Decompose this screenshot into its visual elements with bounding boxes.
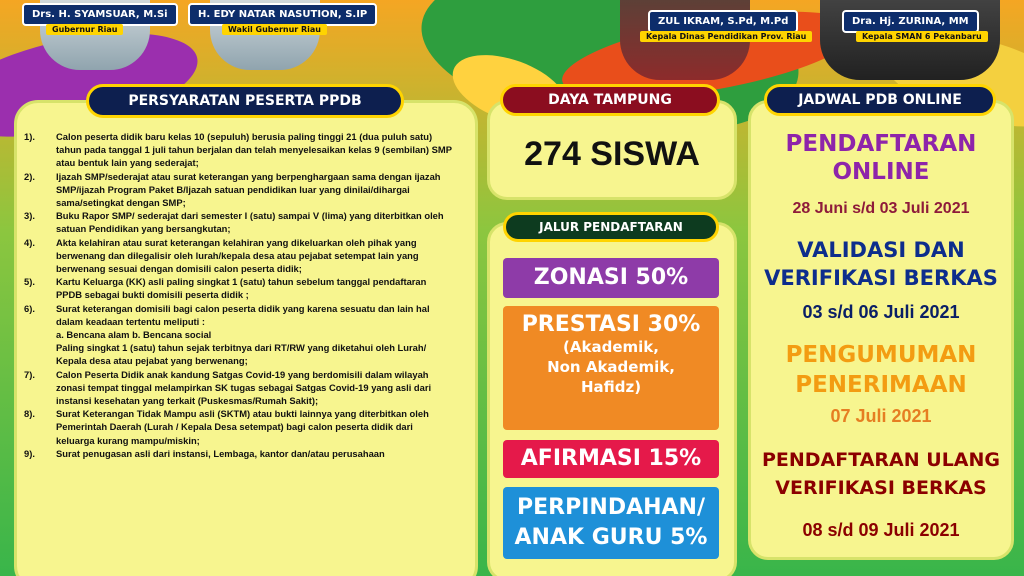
schedule-reregistration-date: 08 s/d 09 Juli 2021 [802, 520, 960, 540]
requirement-text: a. Bencana alam b. Bencana social [56, 329, 212, 341]
route-prestasi [503, 306, 719, 430]
requirement-item [24, 209, 454, 235]
requirement-text: Surat keterangan domisili bagi calon peserta didik yang karena sesuatu dan lain hal dalam keadaan tertentu meliputi : [56, 302, 430, 327]
official-name-2: H. EDY NATAR NASUTION, S.IP [188, 3, 377, 26]
route-afirmasi: AFIRMASI 15% [503, 440, 719, 478]
requirement-item [24, 275, 454, 301]
requirement-number [24, 328, 56, 341]
schedule-registration-date: 28 Juni s/d 03 Juli 2021 [792, 200, 970, 217]
requirement-number: 3). [24, 210, 35, 222]
requirement-text: Calon peserta didik baru kelas 10 (sepuluh) berusia paling tinggi 21 (dua puluh satu) tahun pada tanggal 1 juli tahun berjalan dan telah menyelesaikan kelas 9 (sembilan) SMP atau bentuk lain yang sederajat; [56, 131, 452, 169]
requirement-number: 6). [24, 302, 35, 314]
schedule-validation-title: VALIDASI DAN VERIFIKASI BERKAS [764, 238, 998, 290]
requirement-item [24, 368, 454, 408]
official-name-1: Drs. H. SYAMSUAR, M.Si [22, 3, 178, 26]
requirement-item [24, 447, 454, 460]
official-title-1: Gubernur Riau [46, 24, 123, 35]
official-name-3: ZUL IKRAM, S.Pd, M.Pd [648, 10, 798, 33]
requirement-number: 8). [24, 408, 35, 420]
requirement-text: Akta kelahiran atau surat keterangan kelahiran yang dikeluarkan oleh pihak yang berwenang dan dilegalisir oleh lurah/kepala desa atau pejabat setempat lain yang berwenang sesuai dengan domisili calon peserta didik; [56, 236, 419, 275]
requirement-text: Surat Keterangan Tidak Mampu asli (SKTM) atau bukti lainnya yang diterbitkan oleh Pemerintah Daerah (Lurah / Kepala Desa setempat) bagi calon peserta didik dari keluarga kurang mampu/miskin; [56, 408, 429, 446]
routes-header: JALUR PENDAFTARAN [503, 212, 719, 242]
capacity-header: DAYA TAMPUNG [500, 84, 720, 116]
requirement-number: 1). [24, 131, 35, 142]
requirement-text: Paling singkat 1 (satu) tahun sejak terbitnya dari RT/RW yang diketahui oleh Lurah/ Kepala desa atau pejabat yang berwenang; [56, 342, 427, 367]
requirement-text: Calon Peserta Didik anak kandung Satgas Covid-19 yang berdomisili dalam wilayah zonasi tempat tinggal melampirkan SK tugas sebagai Satgas Covid-19 yang asli dari instansi kesehatan yang terkait (Puskesmas/Rumah Sakit); [56, 368, 432, 407]
requirement-text: Buku Rapor SMP/ sederajat dari semester I (satu) sampai V (lima) yang diterbitkan oleh satuan Pendidikan yang bersangkutan; [56, 210, 444, 235]
requirement-item [24, 302, 454, 328]
schedule-registration-title: PENDAFTARAN ONLINE [785, 131, 977, 185]
schedule-announcement-date: 07 Juli 2021 [830, 406, 932, 426]
requirement-number: 7). [24, 368, 35, 380]
capacity-value: 274 SISWA [524, 135, 700, 173]
requirement-item [24, 328, 454, 341]
schedule-reregistration-title: PENDAFTARAN ULANG VERIFIKASI BERKAS [761, 449, 1001, 499]
requirement-text: Surat penugasan asli dari instansi, Lembaga, kantor dan/atau perusahaan [56, 447, 385, 459]
route-perpindahan: PERPINDAHAN/ ANAK GURU 5% [503, 487, 719, 559]
requirement-item [24, 341, 454, 367]
requirements-header: PERSYARATAN PESERTA PPDB [86, 84, 404, 118]
requirement-item [24, 236, 454, 276]
route-prestasi-sub: (Akademik, Non Akademik, Hafidz) [547, 338, 675, 396]
schedule-validation-date: 03 s/d 06 Juli 2021 [802, 302, 960, 322]
official-title-2: Wakil Gubernur Riau [222, 24, 327, 35]
requirement-number: 2). [24, 170, 35, 182]
requirements-list [24, 130, 454, 460]
requirement-item [24, 170, 454, 210]
requirement-number: 4). [24, 236, 35, 248]
route-zonasi: ZONASI 50% [503, 258, 719, 298]
requirement-item [24, 130, 454, 170]
requirement-text: Ijazah SMP/sederajat atau surat keterangan yang berpenghargaan sama dengan ijazah SMP/ijazah Program Paket B/Ijazah satuan pendidikan luar yang dinilai/dihargai sama/setingkat dengan SMP; [56, 170, 441, 209]
requirement-number: 9). [24, 447, 35, 459]
requirement-item [24, 407, 454, 447]
requirement-text: Kartu Keluarga (KK) asli paling singkat 1 (satu) tahun sebelum tanggal pendaftaran PPDB sebagai bukti domisili peserta didik ; [56, 276, 427, 301]
official-name-4: Dra. Hj. ZURINA, MM [842, 10, 979, 33]
requirement-number: 5). [24, 276, 35, 288]
route-prestasi-title: PRESTASI 30% [521, 312, 701, 337]
schedule-announcement-title: PENGUMUMAN PENERIMAAN [785, 342, 977, 398]
official-title-4: Kepala SMAN 6 Pekanbaru [856, 31, 988, 42]
requirement-number [24, 341, 56, 367]
schedule-header: JADWAL PDB ONLINE [764, 84, 996, 116]
official-title-3: Kepala Dinas Pendidikan Prov. Riau [640, 31, 812, 42]
